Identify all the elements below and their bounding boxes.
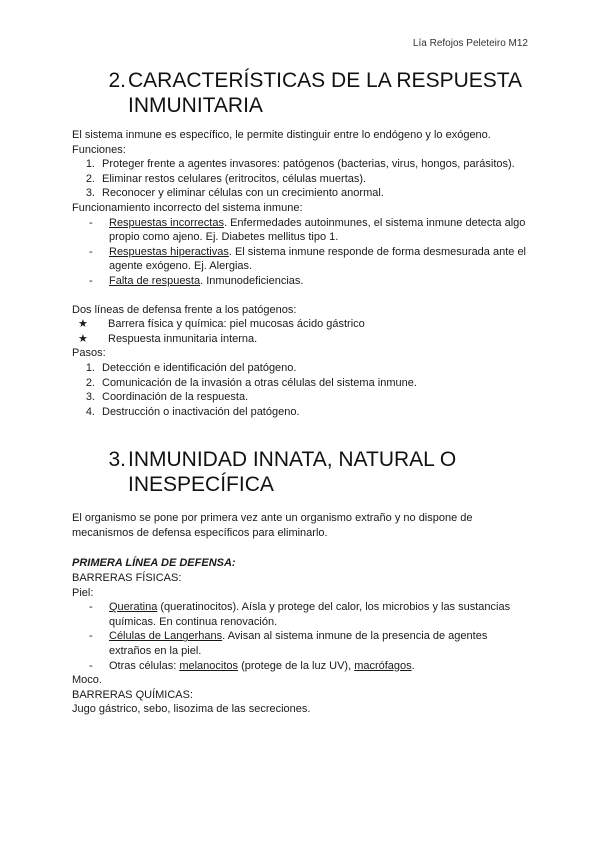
list-item: 3. Coordinación de la respuesta. bbox=[85, 391, 249, 404]
defense-label: Dos líneas de defensa frente a los patógenos: bbox=[72, 303, 297, 316]
list-item: 1. Proteger frente a agentes invasores: patógenos (bacterias, virus, hongos, parásitos). bbox=[85, 158, 515, 171]
defense-list bbox=[72, 317, 532, 346]
list-item: ★ Barrera física y química: piel mucosas ácido gástrico bbox=[72, 317, 532, 332]
list-item: - Falta de respuesta. Inmunodeficiencias. bbox=[89, 274, 304, 287]
list-item: - Otras células: melanocitos (protege de la luz UV), macrófagos. bbox=[89, 659, 415, 672]
term-melanocitos: melanocitos bbox=[179, 659, 239, 672]
document-body bbox=[72, 68, 532, 717]
page-header-author: Lía Refojos Peleteiro M12 bbox=[412, 38, 528, 49]
list-item: 4. Destrucción o inactivación del patógeno. bbox=[85, 405, 300, 418]
list-item: 2. Comunicación de la invasión a otras células del sistema inmune. bbox=[85, 376, 417, 389]
section-3-heading bbox=[72, 447, 532, 497]
section-2-intro: El sistema inmune es específico, le permite distinguir entre lo endógeno y lo exógeno. bbox=[72, 129, 491, 141]
star-icon: ★ bbox=[78, 332, 88, 345]
term-falta-de-respuesta: Falta de respuesta bbox=[109, 274, 201, 287]
steps-list bbox=[72, 361, 532, 419]
malfunction-label: Funcionamiento incorrecto del sistema inmune: bbox=[72, 201, 303, 214]
term-macrofagos: macrófagos bbox=[354, 659, 412, 672]
physical-barriers-label: BARRERAS FÍSICAS: bbox=[72, 572, 182, 585]
chemical-barriers-label: BARRERAS QUÍMICAS: bbox=[72, 688, 194, 701]
term-langerhans: Células de Langerhans bbox=[109, 630, 223, 643]
section-2-heading bbox=[72, 68, 532, 118]
functions-list bbox=[72, 157, 532, 201]
section-3-number: 3. bbox=[108, 448, 126, 472]
term-respuestas-hiperactivas: Respuestas hiperactivas bbox=[109, 245, 229, 258]
list-item: - Queratina (queratinocitos). Aísla y protege del calor, los microbios y las sustancias químicas. En continua renovación. bbox=[89, 601, 511, 628]
first-line-heading: PRIMERA LÍNEA DE DEFENSA: bbox=[72, 557, 236, 570]
mucus-text: Moco. bbox=[72, 674, 102, 687]
list-item: 2. Eliminar restos celulares (eritrocitos, células muertas). bbox=[85, 172, 367, 185]
term-respuestas-incorrectas: Respuestas incorrectas bbox=[109, 216, 224, 229]
list-item: - Células de Langerhans. Avisan al sistema inmune de la presencia de agentes extraños en la piel. bbox=[89, 630, 488, 658]
section-2-number: 2. bbox=[108, 69, 126, 92]
list-item: ★ Respuesta inmunitaria interna. bbox=[72, 332, 532, 347]
chemical-barriers-text: Jugo gástrico, sebo, lisozima de las secreciones. bbox=[72, 703, 311, 716]
steps-label: Pasos: bbox=[72, 347, 106, 360]
section-3-intro: El organismo se pone por primera vez ante un organismo extraño y no dispone de mecanismos de defensa específicos para eliminarlo. bbox=[72, 512, 473, 539]
list-item: - Respuestas incorrectas. Enfermedades autoinmunes, el sistema inmune detecta algo propio como ajeno. Ej. Diabetes mellitus tipo 1. bbox=[89, 216, 526, 244]
skin-list bbox=[72, 600, 532, 673]
term-queratina: Queratina bbox=[109, 601, 158, 614]
section-2-title: CARACTERÍSTICAS DE LA RESPUESTA INMUNITARIA bbox=[128, 69, 521, 117]
malfunction-list bbox=[72, 216, 532, 289]
list-item: - Respuestas hiperactivas. El sistema inmune responde de forma desmesurada ante el agente exógeno. Ej. Alergias. bbox=[89, 245, 527, 273]
functions-label: Funciones: bbox=[72, 143, 126, 156]
list-item: 3. Reconocer y eliminar células con un crecimiento anormal. bbox=[85, 187, 384, 200]
skin-label: Piel: bbox=[72, 586, 94, 599]
section-3-title: INMUNIDAD INNATA, NATURAL O INESPECÍFICA bbox=[128, 448, 457, 497]
star-icon: ★ bbox=[78, 318, 88, 331]
list-item: 1. Detección e identificación del patógeno. bbox=[85, 361, 297, 374]
